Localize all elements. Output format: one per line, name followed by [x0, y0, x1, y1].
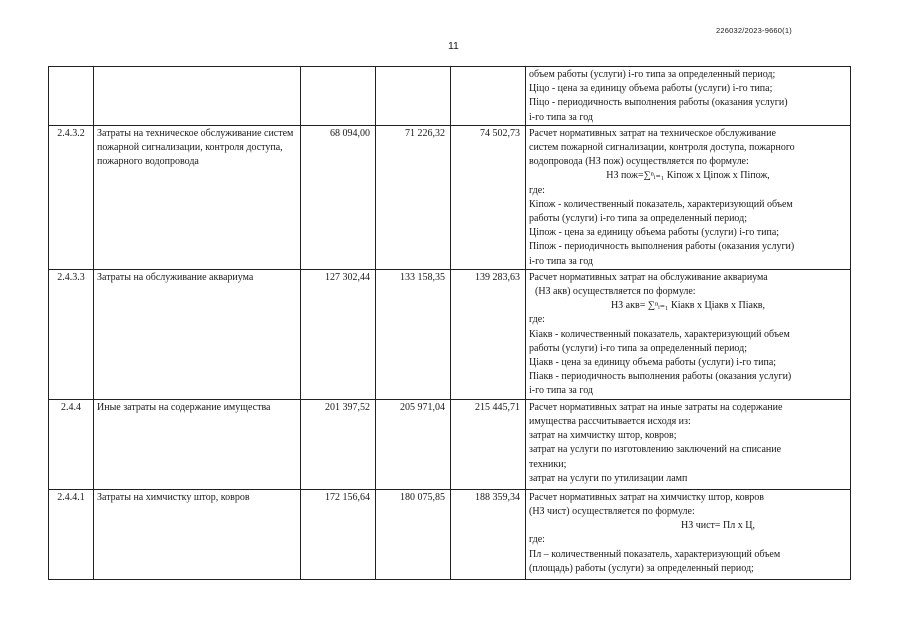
row-description: [526, 399, 851, 489]
description-line: где:: [529, 314, 545, 326]
description-line: Пiцо - периодичность выполнения работы (оказания услуги): [529, 97, 788, 109]
row-code: 2.4.4: [49, 399, 94, 489]
table-row: [49, 489, 851, 579]
row-value-3: 74 502,73: [451, 125, 526, 269]
row-code: 2.4.4.1: [49, 489, 94, 579]
row-value-3: 139 283,63: [451, 269, 526, 399]
description-line: Расчет нормативных затрат на обслуживание аквариума: [529, 271, 768, 283]
row-name: Затраты на химчистку штор, ковров: [94, 489, 301, 579]
description-line: (площадь) работы (услуги) за определенный период;: [529, 562, 754, 574]
description-line: (НЗ чист) осуществляется по формуле:: [529, 506, 695, 518]
description-line: Цiцо - цена за единицу объема работы (услуги) i-го типа;: [529, 83, 773, 95]
row-value-1: 201 397,52: [301, 399, 376, 489]
row-description: [526, 269, 851, 399]
description-line: водопровода (НЗ пож) осуществляется по формуле:: [529, 156, 749, 168]
row-description: [526, 67, 851, 126]
row-value-3: [451, 67, 526, 126]
row-value-1: 127 302,44: [301, 269, 376, 399]
description-line: Расчет нормативных затрат на химчистку штор, ковров: [529, 491, 765, 503]
row-value-2: 133 158,35: [376, 269, 451, 399]
row-name: Затраты на техническое обслуживание систем пожарной сигнализации, контроля доступа, пожарного водопровода: [94, 125, 301, 269]
description-line: затрат на услуги по изготовлению заключений на списание: [529, 444, 782, 456]
description-line: Расчет нормативных затрат на иные затраты на содержание: [529, 401, 783, 413]
row-code: 2.4.3.3: [49, 269, 94, 399]
description-line: Кiакв - количественный показатель, характеризующий объем: [529, 328, 790, 340]
page-number: 11: [448, 40, 459, 52]
row-name: Затраты на обслуживание аквариума: [94, 269, 301, 399]
row-value-2: 180 075,85: [376, 489, 451, 579]
row-name: [94, 67, 301, 126]
row-value-1: 172 156,64: [301, 489, 376, 579]
description-line: где:: [529, 534, 545, 546]
description-line: Кiпож - количественный показатель, характеризующий объем: [529, 198, 793, 210]
formula: НЗ акв= ∑ⁿᵢ₌₁ Кiакв х Цiакв х Пiакв,: [610, 300, 766, 312]
row-name: Иные затраты на содержание имущества: [94, 399, 301, 489]
description-line: имущества рассчитывается исходя из:: [529, 416, 691, 428]
row-value-1: 68 094,00: [301, 125, 376, 269]
description-line: i-го типа за год: [529, 111, 594, 123]
table-row: [49, 269, 851, 399]
table-row: [49, 125, 851, 269]
description-line: Расчет нормативных затрат на техническое обслуживание: [529, 127, 776, 139]
description-line: Цiакв - цена за единицу объема работы (услуги) i-го типа;: [529, 357, 777, 369]
cost-table: [48, 66, 851, 580]
row-value-3: 215 445,71: [451, 399, 526, 489]
description-line: затрат на химчистку штор, ковров;: [529, 430, 677, 442]
description-line: затрат на услуги по утилизации ламп: [529, 472, 688, 484]
table-row: [49, 399, 851, 489]
formula: НЗ чист= Пл х Ц,: [681, 520, 755, 532]
row-description: [526, 489, 851, 579]
description-line: (НЗ акв) осуществляется по формуле:: [535, 286, 696, 298]
formula: НЗ пож=∑ⁿᵢ₌₁ Кiпож х Цiпож х Пiпож,: [606, 170, 770, 182]
row-value-2: 205 971,04: [376, 399, 451, 489]
document-id: 226032/2023-9660(1): [716, 26, 792, 35]
row-code: 2.4.3.2: [49, 125, 94, 269]
row-value-1: [301, 67, 376, 126]
description-line: работы (услуги) i-го типа за определенный период;: [529, 213, 747, 225]
table-row: [49, 67, 851, 126]
description-line: техники;: [529, 458, 567, 470]
description-line: систем пожарной сигнализации, контроля доступа, пожарного: [529, 142, 795, 154]
description-line: Пл – количественный показатель, характеризующий объем: [529, 548, 781, 560]
row-value-2: [376, 67, 451, 126]
row-description: [526, 125, 851, 269]
row-code: [49, 67, 94, 126]
description-line: объем работы (услуги) i-го типа за определенный период;: [529, 69, 776, 80]
description-line: i-го типа за год: [529, 255, 594, 267]
description-line: Цiпож - цена за единицу объема работы (услуги) i-го типа;: [529, 227, 780, 239]
description-line: Пiпож - периодичность выполнения работы (оказания услуги): [529, 241, 795, 253]
description-line: i-го типа за год: [529, 385, 594, 397]
description-line: где:: [529, 184, 545, 196]
row-value-2: 71 226,32: [376, 125, 451, 269]
row-value-3: 188 359,34: [451, 489, 526, 579]
description-line: работы (услуги) i-го типа за определенный период;: [529, 342, 747, 354]
description-line: Пiакв - периодичность выполнения работы (оказания услуги): [529, 371, 792, 383]
